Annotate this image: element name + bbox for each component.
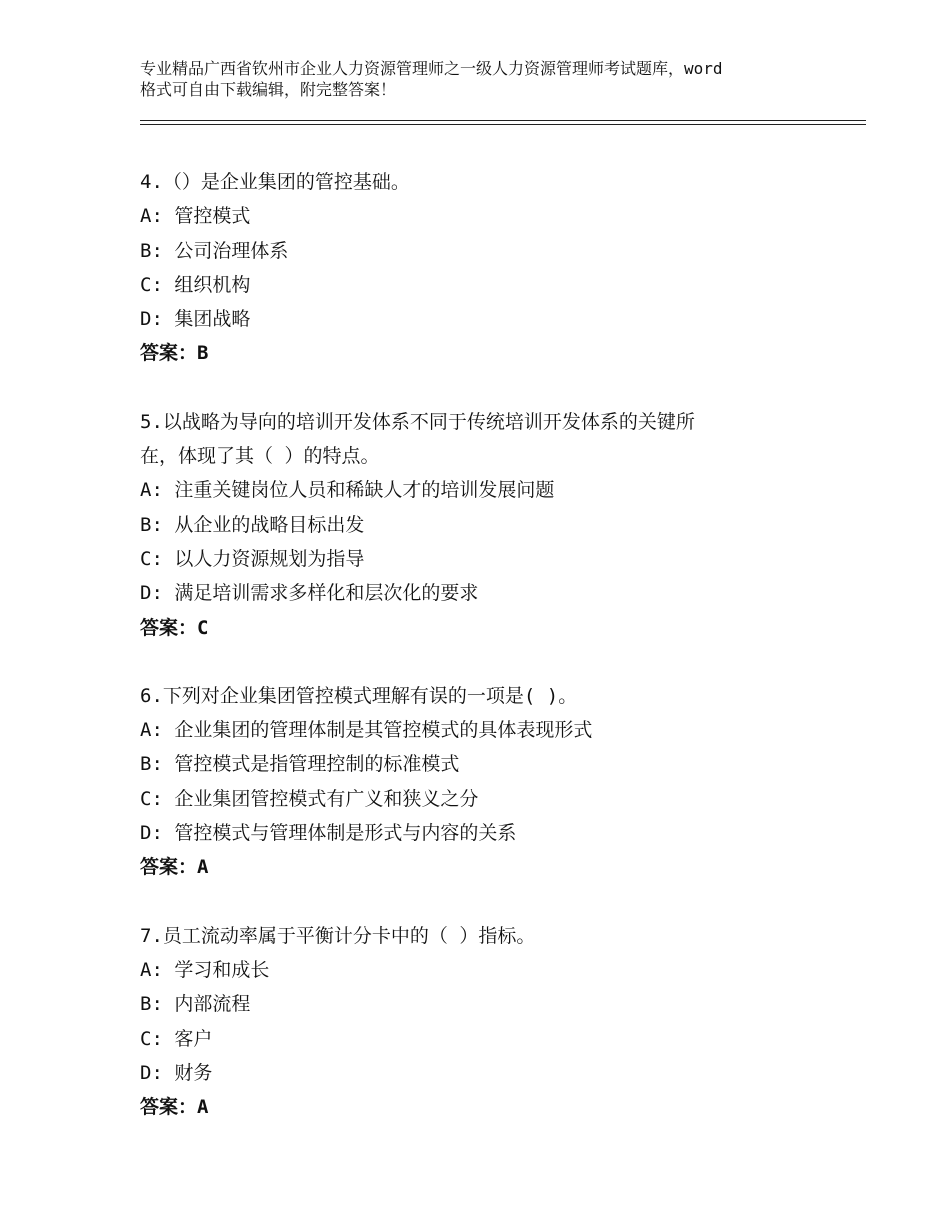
option-text: 客户 (174, 1027, 213, 1050)
option-text: 满足培训需求多样化和层次化的要求 (174, 582, 479, 605)
option-key: B: (140, 239, 163, 262)
option-text: 以人力资源规划为指导 (174, 547, 365, 570)
option-b (140, 747, 840, 781)
answer-line: 答案：B (140, 342, 209, 365)
option-key: D: (140, 308, 163, 331)
option-text: 学习和成长 (174, 958, 270, 981)
option-c (140, 542, 840, 576)
option-text: 注重关键岗位人员和稀缺人才的培训发展问题 (174, 479, 555, 502)
option-c (140, 1022, 840, 1056)
question-5 (140, 405, 840, 645)
option-text: 财务 (174, 1061, 213, 1084)
option-c (140, 782, 840, 816)
answer-line: 答案：C (140, 616, 209, 639)
option-key: C: (140, 787, 163, 810)
question-7 (140, 919, 840, 1125)
question-6 (140, 679, 840, 885)
option-a (140, 953, 840, 987)
option-d (140, 1056, 840, 1090)
option-key: D: (140, 1061, 163, 1084)
option-key: C: (140, 547, 163, 570)
option-a (140, 473, 840, 507)
option-d (140, 576, 840, 610)
option-text: 管控模式是指管理控制的标准模式 (174, 753, 460, 776)
option-text: 企业集团的管理体制是其管控模式的具体表现形式 (174, 719, 593, 742)
header-divider-top (140, 120, 866, 121)
option-key: D: (140, 582, 163, 605)
option-b (140, 234, 840, 268)
option-key: A: (140, 958, 163, 981)
option-key: A: (140, 205, 163, 228)
option-key: B: (140, 993, 163, 1016)
question-4 (140, 165, 840, 371)
document-header (140, 58, 840, 100)
header-line-2: 格式可自由下载编辑，附完整答案！ (140, 80, 397, 99)
option-b (140, 987, 840, 1021)
header-line-1: 专业精品广西省钦州市企业人力资源管理师之一级人力资源管理师考试题库，word (140, 59, 723, 78)
option-text: 内部流程 (174, 993, 251, 1016)
option-text: 管控模式 (174, 205, 251, 228)
option-text: 从企业的战略目标出发 (174, 513, 365, 536)
question-stem-continued: 在，体现了其（ ）的特点。 (140, 445, 380, 468)
option-key: A: (140, 719, 163, 742)
option-d (140, 302, 840, 336)
option-key: D: (140, 822, 163, 845)
option-key: A: (140, 479, 163, 502)
option-key: C: (140, 273, 163, 296)
option-d (140, 816, 840, 850)
question-stem: 4.（）是企业集团的管控基础。 (140, 171, 410, 193)
option-a (140, 199, 840, 233)
option-text: 企业集团管控模式有广义和狭义之分 (174, 787, 479, 810)
option-c (140, 268, 840, 302)
option-key: B: (140, 513, 163, 536)
option-text: 组织机构 (174, 273, 251, 296)
question-stem: 6.下列对企业集团管控模式理解有误的一项是( )。 (140, 684, 578, 707)
question-list (140, 165, 840, 1158)
question-stem: 7.员工流动率属于平衡计分卡中的（ ）指标。 (140, 924, 536, 947)
option-text: 公司治理体系 (174, 239, 289, 262)
option-key: B: (140, 753, 163, 776)
option-text: 集团战略 (174, 308, 251, 331)
option-a (140, 713, 840, 747)
answer-line: 答案：A (140, 1096, 209, 1119)
option-text: 管控模式与管理体制是形式与内容的关系 (174, 822, 517, 845)
question-stem: 5.以战略为导向的培训开发体系不同于传统培训开发体系的关键所 (140, 410, 695, 433)
answer-line: 答案：A (140, 856, 209, 879)
option-b (140, 508, 840, 542)
header-divider-bottom (140, 124, 866, 125)
option-key: C: (140, 1027, 163, 1050)
